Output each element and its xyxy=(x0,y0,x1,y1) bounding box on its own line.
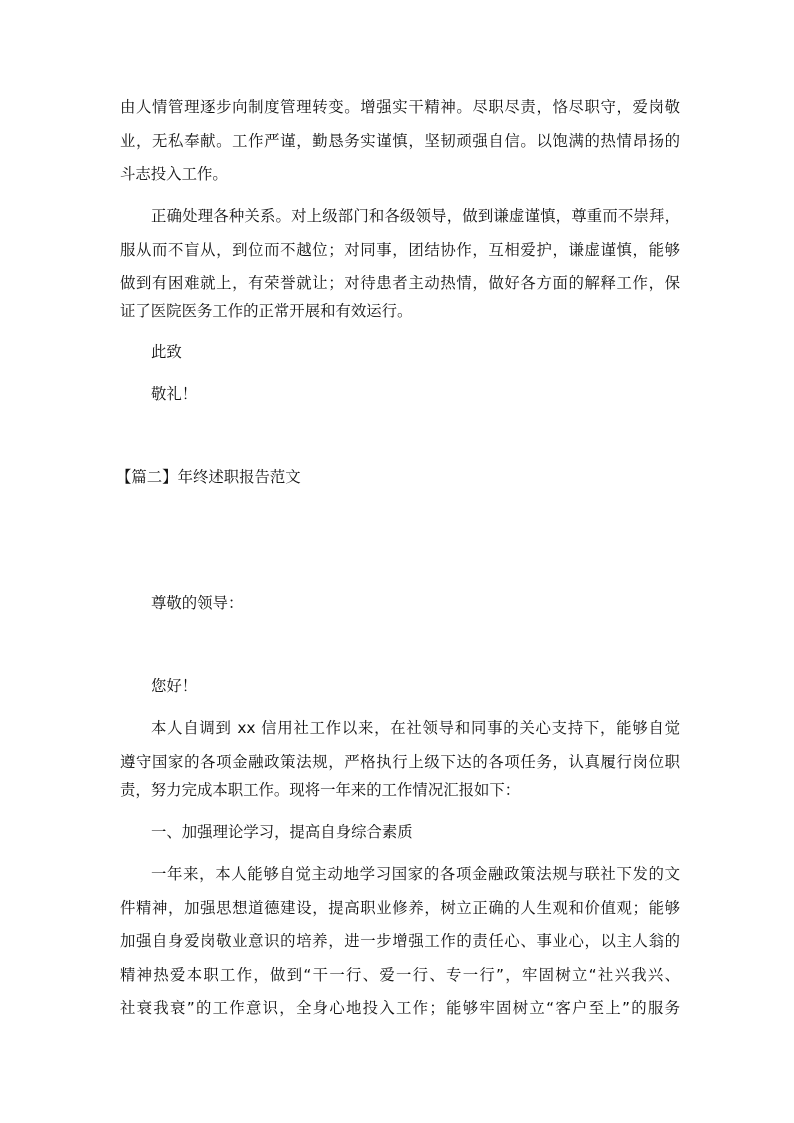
intro-line-3: 责，努力完成本职工作。现将一年来的工作情况汇报如下： xyxy=(120,781,521,799)
body-line-5: 社衰我衰”的工作意识，全身心地投入工作；能够牢固树立“客户至上”的服务 xyxy=(120,999,680,1017)
section-heading: 【篇二】年终述职报告范文 xyxy=(116,468,301,486)
intro-line-1: 本人自调到 xx 信用社工作以来，在社领导和同事的关心支持下，能够自觉 xyxy=(151,719,680,737)
closing-cizhi: 此致 xyxy=(151,343,182,361)
subheading-1: 一、加强理论学习，提高自身综合素质 xyxy=(151,823,413,841)
body-line-3: 加强自身爱岗敬业意识的培养，进一步增强工作的责任心、事业心，以主人翁的 xyxy=(120,932,680,950)
body-line-2: 件精神，加强思想道德建设，提高职业修养，树立正确的人生观和价值观；能够 xyxy=(120,899,680,917)
closing-jingli: 敬礼！ xyxy=(151,385,198,403)
paragraph-2-line-4: 证了医院医务工作的正常开展和有效运行。 xyxy=(120,302,413,320)
paragraph-2-line-1: 正确处理各种关系。对上级部门和各级领导，做到谦虚谨慎，尊重而不崇拜， xyxy=(151,207,680,225)
greeting: 您好！ xyxy=(151,677,198,695)
paragraph-1-line-2: 业，无私奉献。工作严谨，勤恳务实谨慎，坚韧顽强自信。以饱满的热情昂扬的 xyxy=(120,132,680,150)
body-line-4: 精神热爱本职工作，做到“干一行、爱一行、专一行”，牢固树立“社兴我兴、 xyxy=(120,966,680,984)
paragraph-2-line-3: 做到有困难就上，有荣誉就让；对待患者主动热情，做好各方面的解释工作，保 xyxy=(120,274,680,292)
paragraph-1-line-3: 斗志投入工作。 xyxy=(120,165,228,183)
salutation: 尊敬的领导： xyxy=(151,594,244,612)
paragraph-1-line-1: 由人情管理逐步向制度管理转变。增强实干精神。尽职尽责，恪尽职守，爱岗敬 xyxy=(120,98,680,116)
body-line-1: 一年来，本人能够自觉主动地学习国家的各项金融政策法规与联社下发的文 xyxy=(151,865,680,883)
paragraph-2-line-2: 服从而不盲从，到位而不越位；对同事，团结协作，互相爱护，谦虚谨慎，能够 xyxy=(120,241,680,259)
intro-line-2: 遵守国家的各项金融政策法规，严格执行上级下达的各项任务，认真履行岗位职 xyxy=(120,753,680,771)
